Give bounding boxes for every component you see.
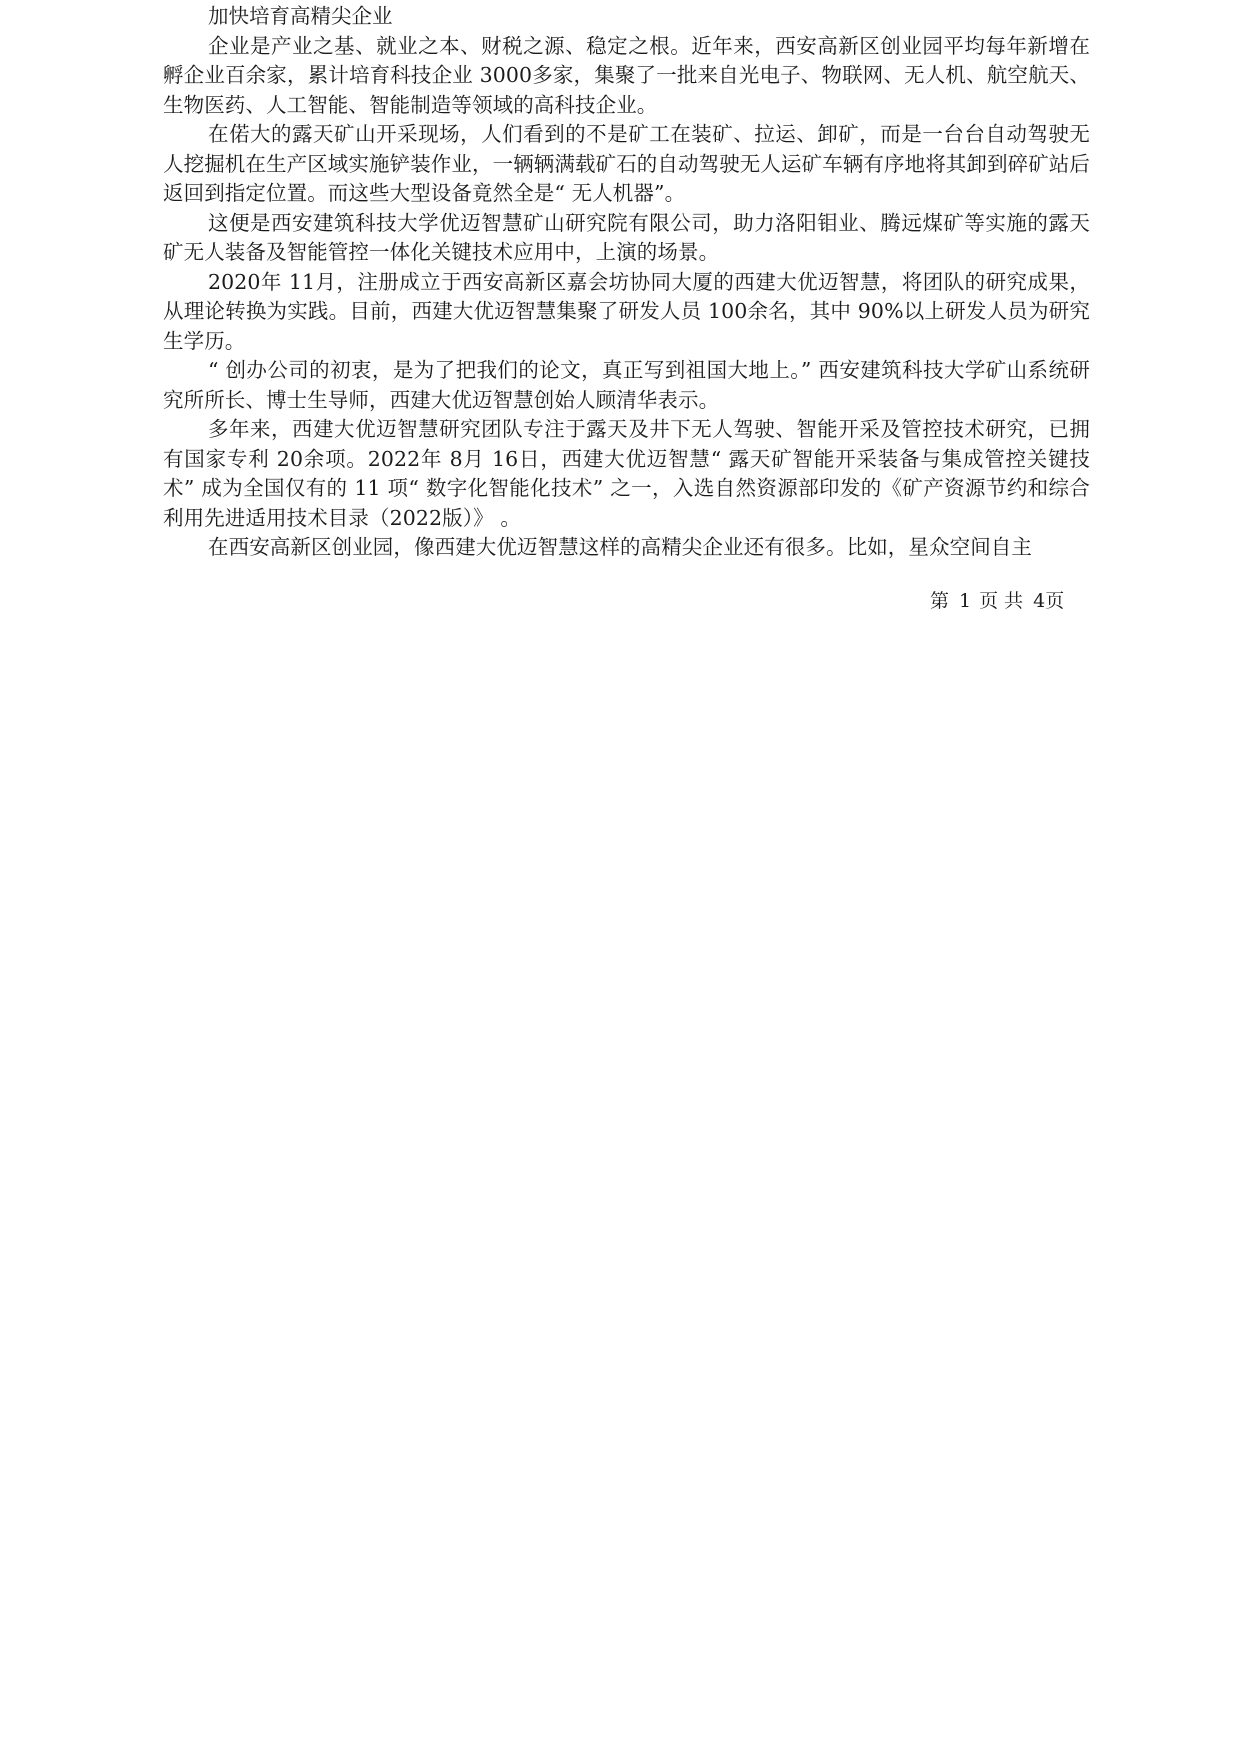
document-title: 加快培育高精尖企业 <box>208 4 393 28</box>
footer-suffix: 页 <box>1045 590 1065 612</box>
paragraph-1: 企业是产业之基、就业之本、财税之源、稳定之根。近年来，西安高新区创业园平均每年新增在孵企业百余家，累计培育科技企业 3000多家，集聚了一批来自光电子、物联网、无人机、航空航天、生物医药、人工智能、智能制造等领域的高科技企业。 <box>163 33 1090 117</box>
footer-middle: 页 共 <box>979 590 1024 612</box>
total-pages: 4 <box>1033 590 1046 612</box>
paragraph-7: 在西安高新区创业园，像西建大优迈智慧这样的高精尖企业还有很多。比如，星众空间自主 <box>208 535 1032 559</box>
paragraph-4: 2020年 11月，注册成立于西安高新区嘉会坊协同大厦的西建大优迈智慧，将团队的研究成果，从理论转换为实践。目前，西建大优迈智慧集聚了研发人员 100余名，其中 90%以上研发人员为研究生学历。 <box>163 269 1090 353</box>
document-body <box>163 2 1090 563</box>
paragraph-5: “ 创办公司的初衷，是为了把我们的论文，真正写到祖国大地上。” 西安建筑科技大学矿山系统研究所所长、博士生导师，西建大优迈智慧创始人顾清华表示。 <box>163 358 1090 412</box>
page-number: 1 <box>959 590 972 612</box>
page-footer <box>930 588 1064 614</box>
paragraph-6: 多年来，西建大优迈智慧研究团队专注于露天及井下无人驾驶、智能开采及管控技术研究，已拥有国家专利 20余项。2022年 8月 16日，西建大优迈智慧“ 露天矿智能开采装备与集成管控关键技术” 成为全国仅有的 11 项“ 数字化智能化技术” 之一，入选自然资源部印发的《矿产资源节约和综合利用先进适用技术目录（2022版）》 。 <box>163 417 1090 530</box>
footer-prefix: 第 <box>930 590 950 612</box>
paragraph-2: 在偌大的露天矿山开采现场，人们看到的不是矿工在装矿、拉运、卸矿，而是一台台自动驾驶无人挖掘机在生产区域实施铲装作业，一辆辆满载矿石的自动驾驶无人运矿车辆有序地将其卸到碎矿站后返回到指定位置。而这些大型设备竟然全是“ 无人机器”。 <box>163 122 1090 205</box>
paragraph-3: 这便是西安建筑科技大学优迈智慧矿山研究院有限公司，助力洛阳钼业、腾远煤矿等实施的露天矿无人装备及智能管控一体化关键技术应用中，上演的场景。 <box>163 210 1090 264</box>
